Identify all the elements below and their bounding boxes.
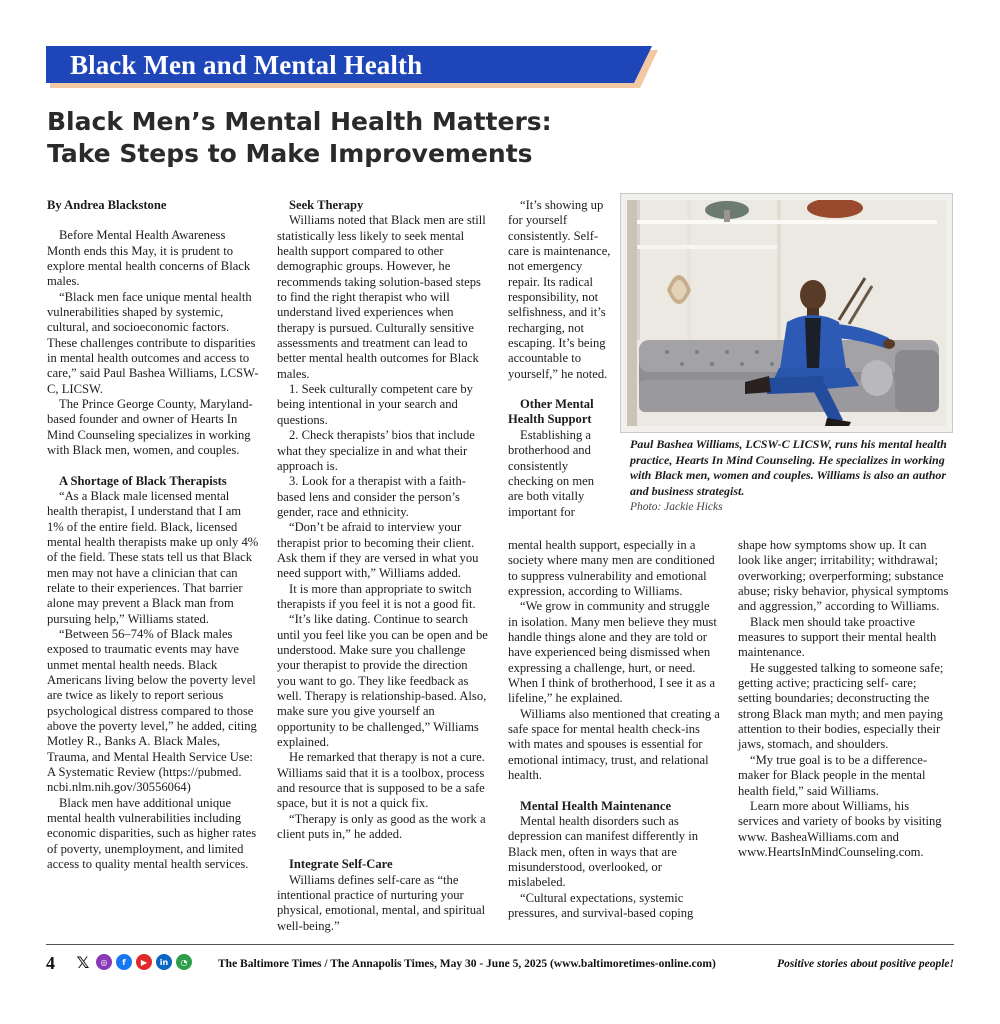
subheading-cont: Health Support: [508, 412, 592, 427]
paragraph: Establishing a brotherhood and consistently checking on men are both vitally important for: [508, 427, 595, 519]
paragraph: 1. Seek culturally competent care by being intentional in your search and questions.: [277, 382, 473, 427]
paragraph: mental health support, especially in a society where many men are conditioned to suppress vulnerability and emotional expression, according to Williams.: [508, 538, 715, 599]
article-column-2: [277, 198, 489, 934]
paragraph: “Cultural expectations, systemic pressures, and survival-based coping: [508, 890, 694, 920]
paragraph: Williams noted that Black men are still statistically less likely to seek mental health support compared to other demographic groups. However, he recommends taking solution-based steps to find the right therapist who will understand lived experiences when therapy is pursued. Culturally sensitive assessments and treatment can lead to better mental health outcomes for Black males.: [277, 213, 486, 381]
subheading: Mental Health Maintenance: [520, 798, 672, 813]
slogan: Positive stories about positive people!: [777, 958, 954, 970]
paragraph: Learn more about Williams, his services and variety of books by visiting www. BasheaWilliams.com and www.HeartsInMindCounseling.com.: [738, 798, 942, 859]
paragraph: “Don’t be afraid to interview your therapist prior to becoming their client. Ask them if they are versed in what you need support with,” Williams added.: [277, 520, 479, 581]
portrait-photo: [627, 200, 946, 426]
paragraph: Black men should take proactive measures to support their mental health maintenance.: [738, 614, 937, 660]
paragraph: 3. Look for a therapist with a faith-based lens and consider the person’s gender, race and ethnicity.: [277, 474, 466, 519]
paragraph: It is more than appropriate to switch therapists if you feel it is not a good fit.: [277, 581, 476, 611]
article-column-3-top: [508, 198, 612, 520]
photo-caption: Paul Bashea Williams, LCSW-C LICSW, runs his mental health practice, Hearts In Mind Counseling. He specializes in working with Black men, women and couples. Williams is also an author and business strategist.: [630, 437, 947, 498]
paragraph: “Therapy is only as good as the work a client puts in,” he added.: [277, 811, 486, 842]
subheading: Integrate Self-Care: [289, 857, 393, 872]
page-number: 4: [46, 953, 55, 973]
paragraph: “We grow in community and struggle in isolation. Many men believe they must handle things alone and they are told or have experienced being dismissed when expressing a challenge, hurt, or need. When I think of brotherhood, I see it as a lifeline,” he explained.: [508, 599, 717, 706]
facebook-icon[interactable]: f: [116, 954, 132, 970]
publication-line: The Baltimore Times / The Annapolis Times, May 30 - June 5, 2025 (www.baltimoretimes-online.com): [218, 958, 716, 970]
youtube-icon[interactable]: ▶: [136, 954, 152, 970]
article-photo: [620, 193, 953, 433]
headline-line-2: Take Steps to Make Improvements: [47, 139, 533, 168]
paragraph: Mental health disorders such as depression can manifest differently in Black men, often in ways that are misunderstood, overlooked, or mislabeled.: [508, 813, 699, 890]
rss-icon[interactable]: ◔: [176, 954, 192, 970]
footer-divider: [46, 944, 954, 945]
paragraph: He remarked that therapy is not a cure. Williams said that it is a toolbox, process and resource that is supposed to be a safe space, but it is not a quick fix.: [277, 750, 485, 811]
paragraph: “Between 56–74% of Black males exposed to traumatic events may have unmet mental health needs. Black Americans living below the poverty level are twice as likely to report serious psychological distress compared to those above the poverty level,” he added, citing Motley R., Banks A. Black Males, Trauma, and Mental Health Service Use: A Systematic Review (https://pubmed. ncbi.nlm.nih.gov/30556064): [47, 626, 257, 795]
paragraph: He suggested talking to someone safe; getting active; practicing self- care; setting boundaries; deconstructing the strong Black man myth; and men paying attention to their bodies, especially their jaws, stomach, and shoulders.: [738, 660, 944, 752]
paragraph: “As a Black male licensed mental health therapist, I understand that I am 1% of the entire field. Black, licensed mental health therapists make up only 4% of the field. These stats tell us that Black men may not have a clinician that can relate to their experiences. That barrier alone may prevent a Black man from pursuing help,” Williams stated.: [47, 488, 259, 626]
paragraph: “It’s like dating. Continue to search until you feel like you can be open and be understood. Make sure you challenge your therapist to provide the direction you want to go. They like feedback as well. Therapy is relationship-based. Also, make sure you give yourself an opportunity to be challenged,” Williams explained.: [277, 612, 488, 750]
subheading: Seek Therapy: [289, 198, 364, 212]
article-column-3-bottom: [508, 538, 720, 921]
paragraph: Williams also mentioned that creating a safe space for mental health check-ins with mates and spouses is essential for emotional intimacy, trust, and relational health.: [508, 706, 720, 783]
paragraph: The Prince George County, Maryland-based founder and owner of Hearts In Mind Counseling specializes in working with Black men, women, and couples.: [47, 397, 253, 458]
x-icon[interactable]: 𝕏: [76, 952, 90, 972]
paragraph: shape how symptoms show up. It can look like anger; irritability; withdrawal; overworking; overperforming; substance abuse; risky behavior, physical symptoms and aggression,” according to Williams.: [738, 538, 949, 614]
paragraph: “My true goal is to be a difference-maker for Black people in the mental health field,” said Williams.: [738, 752, 928, 798]
subheading: A Shortage of Black Therapists: [59, 473, 227, 488]
section-title: Black Men and Mental Health: [70, 50, 423, 80]
paragraph: Black men have additional unique mental health vulnerabilities including economic disparities, such as higher rates of poverty, unemployment, and limited access to quality mental health services.: [47, 795, 257, 872]
linkedin-icon[interactable]: in: [156, 954, 172, 970]
article-column-4: [738, 538, 952, 860]
paragraph: Williams defines self-care as “the intentional practice of nurturing your physical, emotional, mental, and spiritual well-being.”: [277, 872, 486, 933]
paragraph: 2. Check therapists’ bios that include what they specialize in and what their approach is.: [277, 428, 475, 473]
paragraph: “It’s showing up for yourself consistently. Self-care is maintenance, not emergency repair. Its radical responsibility, not selfishness, and it’s recharging, not escaping. It’s being accountable to yourself,” he noted.: [508, 198, 611, 381]
paragraph: Before Mental Health Awareness Month ends this May, it is prudent to explore mental health concerns of Black males.: [47, 228, 251, 289]
paragraph: “Black men face unique mental health vulnerabilities shaped by systemic, cultural, and socioeconomic factors. These challenges contribute to disparities in mental health outcomes and access to care,” said Paul Bashea Williams, LCSW-C, LICSW.: [47, 289, 259, 396]
article-column-1: [47, 198, 259, 872]
social-links: [74, 954, 192, 970]
photo-credit: Photo: Jackie Hicks: [630, 501, 723, 513]
article-headline: [47, 106, 747, 170]
byline: By Andrea Blackstone: [47, 198, 167, 212]
section-banner: [46, 46, 658, 88]
subheading: Other Mental: [520, 397, 594, 412]
headline-line-1: Black Men’s Mental Health Matters:: [47, 107, 552, 136]
instagram-icon[interactable]: ◎: [96, 954, 112, 970]
